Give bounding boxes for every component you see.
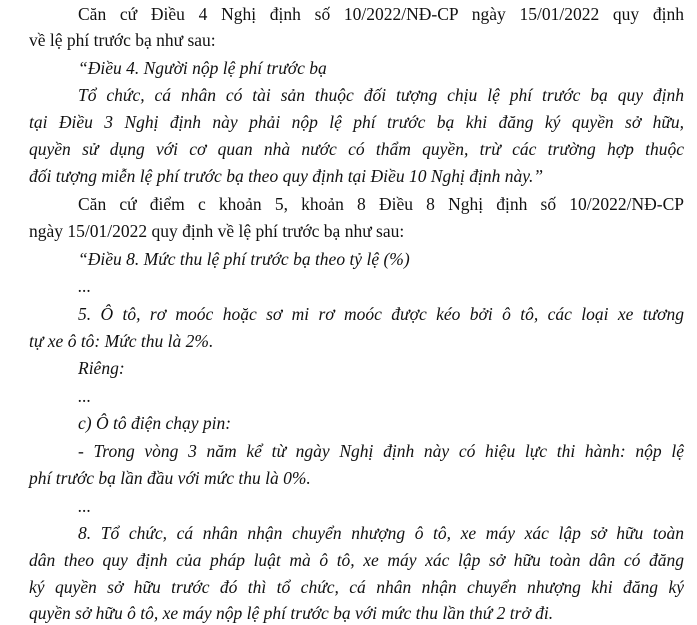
- quote-line: tự xe ô tô: Mức thu là 2%.: [29, 331, 214, 351]
- quote-line: quyền sử dụng với cơ quan nhà nước có thẩm quyền, trừ các trường hợp thuộc: [29, 139, 684, 159]
- paragraph-line: Căn cứ Điều 4 Nghị định số 10/2022/NĐ-CP ngày 15/01/2022 quy định: [78, 4, 684, 24]
- quote-line: 5. Ô tô, rơ moóc hoặc sơ mi rơ moóc được kéo bởi ô tô, các loại xe tương: [78, 304, 684, 324]
- quote-line: - Trong vòng 3 năm kể từ ngày Nghị định này có hiệu lực thi hành: nộp lệ: [78, 441, 684, 461]
- ellipsis: ...: [78, 276, 92, 296]
- ellipsis: ...: [78, 496, 92, 516]
- quote-line: phí trước bạ lần đầu với mức thu là 0%.: [29, 468, 311, 488]
- quote-line: 8. Tổ chức, cá nhân nhận chuyển nhượng ô tô, xe máy xác lập sở hữu toàn: [78, 523, 684, 543]
- paragraph-line: Căn cứ điểm c khoản 5, khoản 8 Điều 8 Nghị định số 10/2022/NĐ-CP: [78, 194, 684, 214]
- quote-line: Tổ chức, cá nhân có tài sản thuộc đối tượng chịu lệ phí trước bạ quy định: [78, 85, 684, 105]
- paragraph-line: ngày 15/01/2022 quy định về lệ phí trước bạ như sau:: [29, 221, 405, 241]
- quote-heading: “Điều 8. Mức thu lệ phí trước bạ theo tỷ lệ (%): [78, 249, 410, 269]
- quote-line: đối tượng miễn lệ phí trước bạ theo quy định tại Điều 10 Nghị định này.”: [29, 166, 544, 186]
- quote-line: ký quyền sở hữu trước đó thì tổ chức, cá nhân nhận chuyển nhượng khi đăng ký: [29, 577, 684, 597]
- quote-line: dân theo quy định của pháp luật mà ô tô, xe máy xác lập sở hữu toàn dân có đăng: [29, 550, 684, 570]
- ellipsis: ...: [78, 386, 92, 406]
- quote-heading: “Điều 4. Người nộp lệ phí trước bạ: [78, 58, 327, 78]
- quote-line: tại Điều 3 Nghị định này phải nộp lệ phí trước bạ khi đăng ký quyền sở hữu,: [29, 112, 684, 132]
- quote-line: c) Ô tô điện chạy pin:: [78, 413, 232, 433]
- paragraph-line: về lệ phí trước bạ như sau:: [29, 30, 216, 50]
- quote-line: quyền sở hữu ô tô, xe máy nộp lệ phí trước bạ với mức thu lần thứ 2 trở đi.: [29, 603, 554, 623]
- quote-line: Riêng:: [78, 358, 125, 378]
